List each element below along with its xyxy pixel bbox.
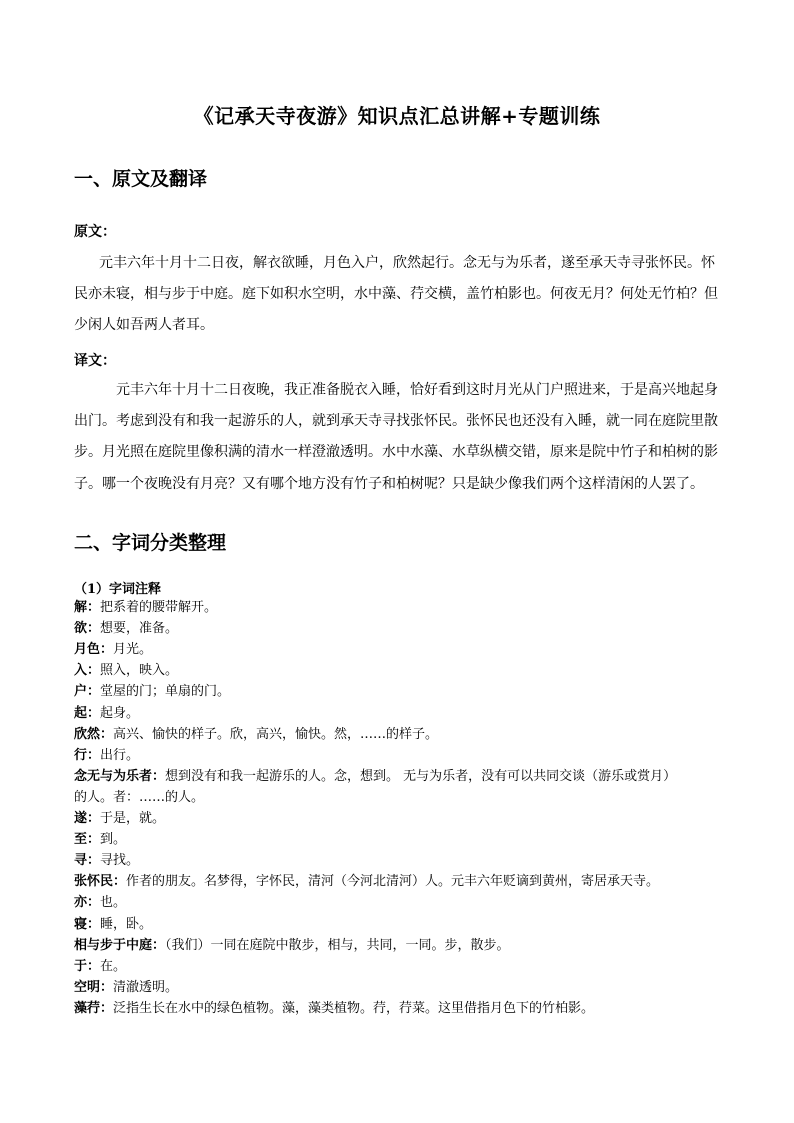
gloss-term: 月色 [74, 642, 101, 658]
gloss-separator: ： [87, 684, 101, 700]
gloss-entry [74, 663, 178, 678]
gloss-entry [74, 917, 152, 932]
gloss-definition: 于是，就。 [100, 811, 166, 826]
gloss-entry [74, 748, 139, 763]
gloss-term: 相与步于中庭 [74, 937, 153, 953]
gloss-definition: 想要，准备。 [100, 621, 179, 637]
gloss-separator: ： [87, 600, 101, 615]
gloss-separator: ： [100, 642, 114, 658]
gloss-term: 念无与为乐者 [74, 768, 153, 784]
gloss-definition: 睡，卧。 [100, 916, 153, 932]
gloss-definition: 寻找。 [100, 853, 140, 869]
gloss-definition: 把系着的腰带解开。 [100, 600, 218, 615]
gloss-term: 行 [74, 747, 88, 763]
gloss-term: 于 [74, 958, 88, 974]
gloss-entry [74, 832, 126, 847]
gloss-entry [74, 874, 659, 889]
gloss-term: 张怀民 [74, 874, 114, 890]
gloss-separator: ： [87, 621, 101, 637]
gloss-entry [74, 1001, 594, 1016]
gloss-definition: 在。 [100, 958, 127, 974]
translation-text-line: 元丰六年十月十二日夜晚，我正准备脱衣入睡，恰好看到这时月光从门户照进来，于是高兴地起身 [116, 382, 718, 398]
gloss-entry [74, 980, 178, 995]
gloss-term: 入 [74, 663, 88, 679]
gloss-definition: 出行。 [100, 747, 140, 763]
gloss-entry [74, 790, 204, 805]
gloss-term: 寝 [74, 916, 88, 932]
gloss-separator: ： [100, 726, 114, 742]
gloss-separator: ： [152, 768, 166, 784]
gloss-term: 空明 [74, 979, 101, 995]
gloss-entry [74, 600, 217, 615]
gloss-separator: ： [100, 1000, 114, 1016]
gloss-entry [74, 706, 139, 721]
gloss-entry [74, 642, 152, 657]
gloss-entry [74, 621, 178, 636]
gloss-term: 户 [74, 684, 88, 700]
gloss-term: 亦 [74, 895, 88, 911]
gloss-definition: 堂屋的门；单扇的门。 [100, 684, 231, 700]
gloss-term: 起 [74, 705, 88, 721]
gloss-definition: 高兴、愉快的样子。欣，高兴，愉快。然，……的样子。 [113, 726, 439, 742]
document-title: 《记承天寺夜游》知识点汇总讲解+专题训练 [193, 104, 601, 128]
gloss-term: 至 [74, 832, 88, 848]
gloss-separator: ： [87, 916, 101, 932]
gloss-definition: 起身。 [100, 705, 140, 721]
translation-text-line: 出门。考虑到没有和我一起游乐的人，就到承天寺寻找张怀民。张怀民也还没有入睡，就一同在庭院里散 [74, 413, 718, 429]
gloss-separator: ： [152, 937, 166, 953]
gloss-separator: ： [87, 705, 101, 721]
gloss-definition: 月光。 [113, 642, 153, 658]
gloss-definition: 泛指生长在水中的绿色植物。藻，藻类植物。荇，荇菜。这里借指月色下的竹柏影。 [113, 1000, 595, 1016]
gloss-separator: ： [100, 979, 114, 995]
gloss-term: 藻荇 [74, 1000, 101, 1016]
gloss-term: 欲 [74, 621, 88, 637]
gloss-separator: ： [87, 958, 101, 974]
gloss-entry [74, 811, 165, 826]
gloss-separator: ： [87, 832, 101, 848]
gloss-definition: 想到没有和我一起游乐的人。念，想到。 无与为乐者，没有可以共同交谈（游乐或赏月） [165, 768, 677, 784]
gloss-separator: ： [87, 747, 101, 763]
gloss-entry [74, 853, 139, 868]
gloss-definition: 的人。者：……的人。 [74, 789, 205, 805]
gloss-entry [74, 769, 676, 784]
gloss-term: 解 [74, 600, 88, 615]
gloss-separator: ： [87, 811, 101, 826]
gloss-separator: ： [87, 895, 101, 911]
gloss-entry [74, 727, 438, 742]
gloss-definition: 到。 [100, 832, 127, 848]
gloss-entry [74, 684, 230, 699]
gloss-term: 寻 [74, 853, 88, 869]
translation-text-line: 子。哪一个夜晚没有月亮？又有哪个地方没有竹子和柏树呢？只是缺少像我们两个这样清闲的人罢了。 [74, 476, 704, 492]
original-text-line: 少闲人如吾两人者耳。 [74, 317, 214, 333]
original-text-line: 元丰六年十月十二日夜，解衣欲睡，月色入户，欣然起行。念无与为乐者，遂至承天寺寻张怀民。怀 [99, 255, 715, 271]
translation-text-line: 步。月光照在庭院里像积满的清水一样澄澈透明。水中水藻、水草纵横交错，原来是院中竹子和柏树的影 [74, 444, 718, 460]
gloss-term: 欣然 [74, 726, 101, 742]
translation-label: 译文： [74, 353, 116, 369]
gloss-entry [74, 959, 126, 974]
section-heading-word-classification: 二、字词分类整理 [74, 532, 227, 554]
gloss-term: 遂 [74, 811, 88, 826]
gloss-separator: ： [113, 874, 127, 890]
gloss-separator: ： [87, 663, 101, 679]
gloss-definition: 也。 [100, 895, 127, 911]
gloss-definition: 照入，映入。 [100, 663, 179, 679]
gloss-separator: ： [87, 853, 101, 869]
gloss-entry [74, 895, 126, 910]
gloss-definition: （我们）一同在庭院中散步，相与，共同，一同。步，散步。 [165, 937, 510, 953]
original-text-line: 民亦未寝，相与步于中庭。庭下如积水空明，水中藻、荇交横，盖竹柏影也。何夜无月？何处无竹柏？但 [74, 286, 718, 302]
original-text-label: 原文： [74, 224, 116, 240]
gloss-entry [74, 938, 510, 953]
section-heading-original-translation: 一、原文及翻译 [74, 168, 208, 190]
subheading-word-notes: （1）字词注释 [74, 582, 162, 597]
gloss-definition: 清澈透明。 [113, 979, 179, 995]
gloss-definition: 作者的朋友。名梦得，字怀民，清河（今河北清河）人。元丰六年贬谪到黄州，寄居承天寺。 [126, 874, 660, 890]
